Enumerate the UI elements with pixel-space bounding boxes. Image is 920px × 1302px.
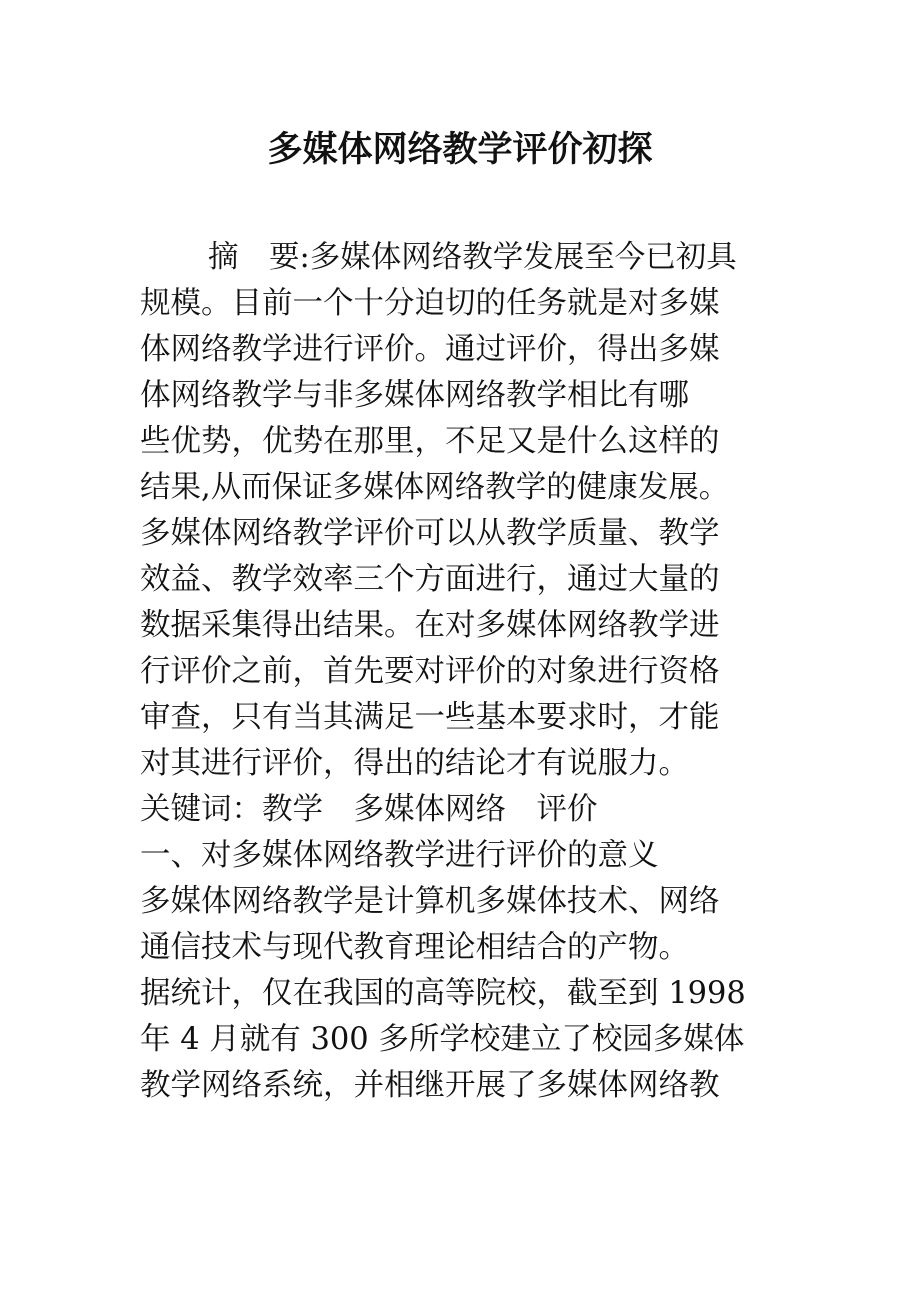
section-heading-1: 一、对多媒体网络教学进行评价的意义 bbox=[140, 838, 659, 873]
abstract-line-10: 行评价之前，首先要对评价的对象进行资格 bbox=[140, 654, 720, 689]
abstract-line-2: 规模。目前一个十分迫切的任务就是对多媒 bbox=[140, 286, 720, 321]
abstract-line-12: 对其进行评价，得出的结论才有说服力。 bbox=[140, 746, 689, 781]
paragraph-line-4: 年 4 月就有 300 多所学校建立了校园多媒体 bbox=[140, 1022, 745, 1057]
abstract-line-1: 摘 要:多媒体网络教学发展至今已初具 bbox=[208, 240, 737, 275]
paragraph-line-3: 据统计，仅在我国的高等院校，截至到 1998 bbox=[140, 976, 746, 1011]
abstract-line-8: 效益、教学效率三个方面进行，通过大量的 bbox=[140, 562, 720, 597]
paragraph-line-2: 通信技术与现代教育理论相结合的产物。 bbox=[140, 930, 689, 965]
abstract-line-11: 审查，只有当其满足一些基本要求时，才能 bbox=[140, 700, 720, 735]
paragraph-line-1: 多媒体网络教学是计算机多媒体技术、网络 bbox=[140, 884, 720, 919]
document-body bbox=[140, 235, 900, 1109]
abstract-line-5: 些优势，优势在那里，不足又是什么这样的 bbox=[140, 424, 720, 459]
keywords-line: 关键词：教学 多媒体网络 评价 bbox=[140, 792, 598, 827]
paragraph-line-5: 教学网络系统，并相继开展了多媒体网络教 bbox=[140, 1068, 720, 1103]
abstract-line-3: 体网络教学进行评价。通过评价，得出多媒 bbox=[140, 332, 720, 367]
document-title: 多媒体网络教学评价初探 bbox=[267, 130, 653, 170]
abstract-line-9: 数据采集得出结果。在对多媒体网络教学进 bbox=[140, 608, 720, 643]
abstract-line-6: 结果,从而保证多媒体网络教学的健康发展。 bbox=[140, 470, 730, 505]
abstract-line-7: 多媒体网络教学评价可以从教学质量、教学 bbox=[140, 516, 720, 551]
abstract-line-4: 体网络教学与非多媒体网络教学相比有哪 bbox=[140, 378, 689, 413]
